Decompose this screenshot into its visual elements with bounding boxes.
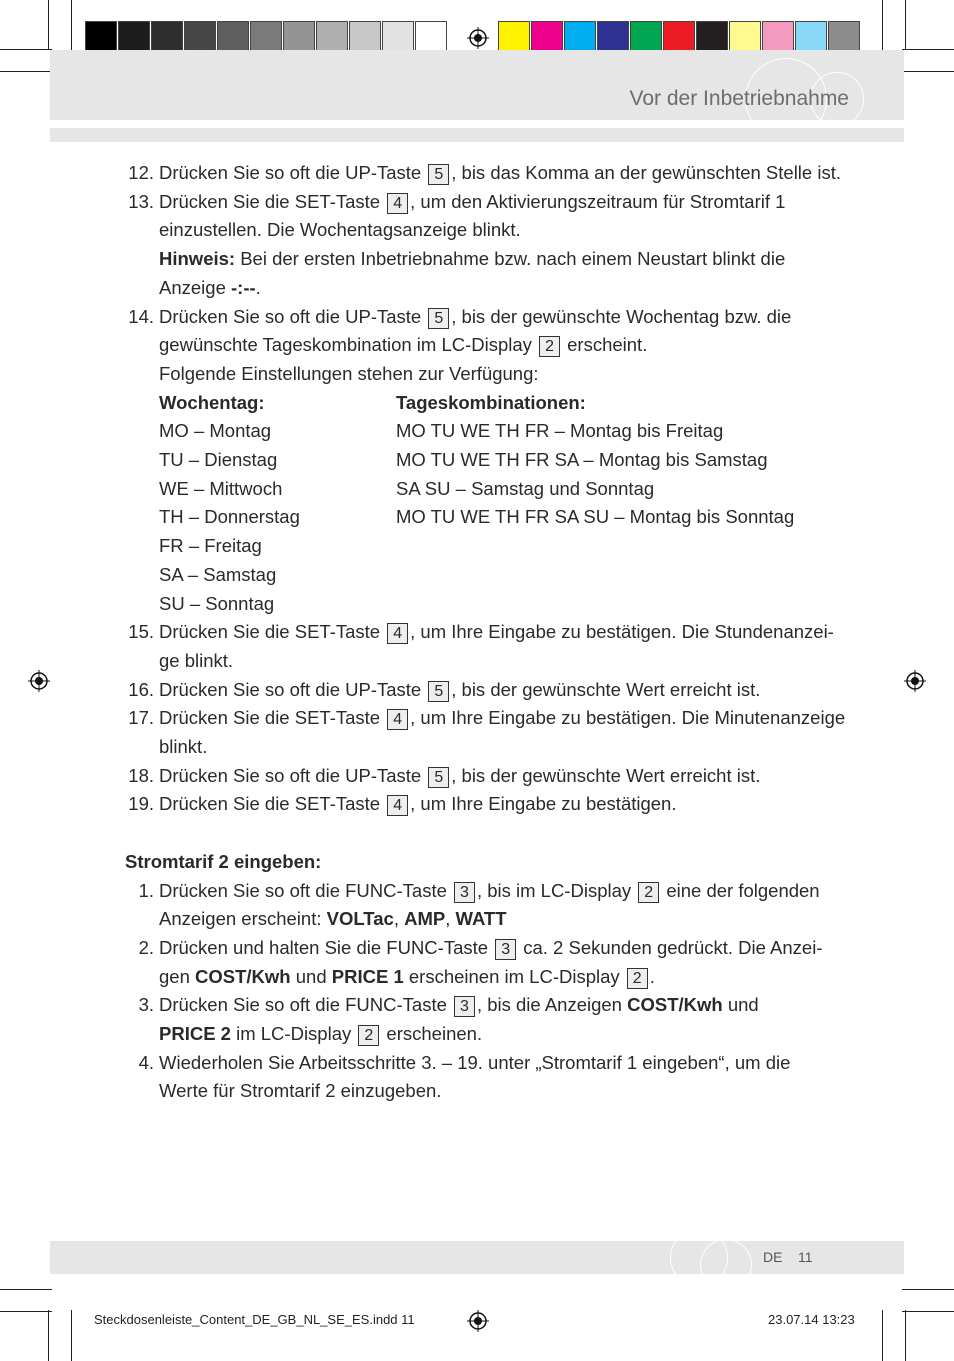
print-slug-date: 23.07.14 13:23 xyxy=(768,1312,855,1327)
color-swatch xyxy=(828,21,860,53)
table-header-weekday: Wochentag: xyxy=(159,391,265,413)
crop-mark xyxy=(902,49,954,50)
text-line: Drücken Sie so oft die UP-Taste 5 , bis das Komma an der gewünschten Stelle ist. xyxy=(159,162,841,183)
registration-mark-icon xyxy=(28,670,50,692)
combination-item: SA SU – Samstag und Sonntag xyxy=(396,477,655,499)
color-swatch xyxy=(630,21,662,53)
weekday-item: FR – Freitag xyxy=(159,535,262,557)
crop-mark xyxy=(0,71,52,72)
crop-mark xyxy=(882,0,883,50)
page-number-value: 11 xyxy=(798,1249,813,1265)
registration-mark-icon xyxy=(904,670,926,692)
text-line: Drücken Sie so oft die UP-Taste 5 , bis der gewünschte Wert erreicht ist. xyxy=(159,764,761,786)
key-reference-box: 5 xyxy=(428,308,449,329)
crop-mark xyxy=(71,0,72,50)
color-swatch xyxy=(118,21,150,53)
key-reference-box: 3 xyxy=(454,996,475,1017)
color-swatch xyxy=(663,21,695,53)
step-number: 4. xyxy=(138,1051,154,1073)
step-number: 1. xyxy=(138,879,154,901)
weekday-item: SU – Sonntag xyxy=(159,592,275,614)
weekday-item: TU – Dienstag xyxy=(159,449,278,470)
key-reference-box: 4 xyxy=(387,193,408,214)
bold-term: AMP xyxy=(404,908,446,930)
key-reference-box: 5 xyxy=(428,164,449,185)
section-heading: Stromtarif 2 eingeben: xyxy=(125,850,322,872)
color-swatch xyxy=(151,21,183,53)
text-line: Folgende Einstellungen stehen zur Verfügung: xyxy=(159,362,539,384)
step-number: 12. xyxy=(128,162,154,183)
crop-mark xyxy=(905,1310,906,1361)
bold-term: WATT xyxy=(455,908,507,930)
table-header-combination: Tageskombinationen: xyxy=(396,391,586,413)
page-number xyxy=(763,1249,813,1265)
weekday-item: SA – Samstag xyxy=(159,563,277,585)
crop-mark xyxy=(0,49,52,50)
crop-mark xyxy=(902,71,954,72)
text-line: Anzeigen erscheint: VOLTac, AMP, WATT xyxy=(159,908,507,930)
color-swatch xyxy=(762,21,794,53)
bold-term: Hinweis: xyxy=(159,248,236,270)
text-line: gewünschte Tageskombination im LC-Display 2 erscheint. xyxy=(159,334,648,356)
crop-mark xyxy=(0,1311,52,1312)
key-reference-box: 5 xyxy=(428,681,449,702)
text-line: Drücken Sie die SET-Taste 4 , um den Aktivierungszeitraum für Stromtarif 1 xyxy=(159,190,786,212)
weekday-item: WE – Mittwoch xyxy=(159,477,283,499)
crop-mark xyxy=(882,1310,883,1361)
step-number: 3. xyxy=(138,994,154,1016)
key-reference-box: 2 xyxy=(539,336,560,357)
step-number: 2. xyxy=(138,936,154,958)
text-line: Drücken Sie so oft die FUNC-Taste 3 , bis im LC-Display 2 eine der folgenden xyxy=(159,879,820,901)
bold-term: VOLTac xyxy=(326,908,394,930)
page-title: Vor der Inbetriebnahme xyxy=(629,87,849,110)
color-swatch xyxy=(283,21,315,53)
registration-mark-icon xyxy=(467,1310,489,1332)
color-swatch xyxy=(696,21,728,53)
color-swatch xyxy=(382,21,414,53)
color-swatch xyxy=(184,21,216,53)
color-swatch xyxy=(498,21,530,53)
color-swatch xyxy=(316,21,348,53)
text-line: gen COST/Kwh und PRICE 1 erscheinen im LC-Display 2 . xyxy=(159,965,655,987)
color-swatch xyxy=(217,21,249,53)
color-swatch xyxy=(597,21,629,53)
text-line: Drücken Sie die SET-Taste 4 , um Ihre Eingabe zu bestätigen. Die Minutenanzeige xyxy=(159,707,846,729)
bold-term: -:-- xyxy=(231,276,256,298)
color-swatch xyxy=(349,21,381,53)
color-swatch xyxy=(729,21,761,53)
color-swatch xyxy=(531,21,563,53)
key-reference-box: 2 xyxy=(358,1025,379,1046)
crop-mark xyxy=(905,0,906,50)
key-reference-box: 4 xyxy=(387,795,408,816)
bold-term: PRICE 2 xyxy=(159,1023,231,1044)
text-line: Werte für Stromtarif 2 einzugeben. xyxy=(159,1080,442,1102)
step-number: 19. xyxy=(128,793,154,815)
key-reference-box: 2 xyxy=(638,882,659,903)
crop-mark xyxy=(902,1289,954,1290)
decorative-circle xyxy=(700,1239,752,1291)
color-swatch xyxy=(795,21,827,53)
key-reference-box: 4 xyxy=(387,623,408,644)
crop-mark xyxy=(48,0,49,50)
bold-term: COST/Kwh xyxy=(195,965,291,987)
color-swatch xyxy=(250,21,282,53)
bold-term: COST/Kwh xyxy=(627,994,723,1016)
key-reference-box: 3 xyxy=(454,882,475,903)
crop-mark xyxy=(71,1310,72,1361)
step-number: 18. xyxy=(128,764,154,786)
step-number: 15. xyxy=(128,621,154,643)
combination-item: MO TU WE TH FR SA SU – Montag bis Sonntag xyxy=(396,506,795,528)
combination-item: MO TU WE TH FR SA – Montag bis Samstag xyxy=(396,449,768,470)
text-line: Wiederholen Sie Arbeitsschritte 3. – 19. unter „Stromtarif 1 eingeben“, um die xyxy=(159,1051,791,1073)
text-line: Drücken Sie so oft die UP-Taste 5 , bis der gewünschte Wochentag bzw. die xyxy=(159,305,792,327)
step-number: 17. xyxy=(128,707,154,729)
color-swatch xyxy=(564,21,596,53)
text-line: PRICE 2 im LC-Display 2 erscheinen. xyxy=(159,1023,483,1044)
key-reference-box: 5 xyxy=(428,767,449,788)
key-reference-box: 4 xyxy=(387,709,408,730)
text-line: einzustellen. Die Wochentagsanzeige blinkt. xyxy=(159,219,521,241)
bold-term: PRICE 1 xyxy=(331,965,404,987)
print-slug-file: Steckdosenleiste_Content_DE_GB_NL_SE_ES.indd 11 xyxy=(94,1312,415,1327)
text-line: Drücken Sie die SET-Taste 4 , um Ihre Eingabe zu bestätigen. xyxy=(159,793,677,815)
weekday-item: MO – Montag xyxy=(159,420,272,442)
combination-item: MO TU WE TH FR – Montag bis Freitag xyxy=(396,420,724,442)
color-swatch xyxy=(85,21,117,53)
header-rule xyxy=(50,128,904,142)
key-reference-box: 3 xyxy=(495,939,516,960)
crop-mark xyxy=(902,1311,954,1312)
weekday-item: TH – Donnerstag xyxy=(159,506,300,528)
text-line: Drücken Sie so oft die FUNC-Taste 3 , bis die Anzeigen COST/Kwh und xyxy=(159,994,759,1016)
registration-mark-icon xyxy=(467,27,489,49)
text-line: blinkt. xyxy=(159,736,208,757)
step-number: 16. xyxy=(128,678,154,700)
text-line: Drücken Sie die SET-Taste 4 , um Ihre Eingabe zu bestätigen. Die Stundenanzei- xyxy=(159,621,834,643)
text-line: Drücken und halten Sie die FUNC-Taste 3 ca. 2 Sekunden gedrückt. Die Anzei- xyxy=(159,936,823,958)
step-number: 14. xyxy=(128,305,154,327)
color-swatch xyxy=(415,21,447,53)
crop-mark xyxy=(48,1310,49,1361)
crop-mark xyxy=(0,1289,52,1290)
text-line: ge blinkt. xyxy=(159,649,234,671)
text-line: Anzeige -:--. xyxy=(159,276,261,298)
text-line: Drücken Sie so oft die UP-Taste 5 , bis der gewünschte Wert erreicht ist. xyxy=(159,678,761,700)
key-reference-box: 2 xyxy=(627,968,648,989)
language-code: DE xyxy=(763,1249,783,1265)
step-number: 13. xyxy=(128,190,154,212)
text-line: Hinweis: Bei der ersten Inbetriebnahme bzw. nach einem Neustart blinkt die xyxy=(159,248,786,270)
